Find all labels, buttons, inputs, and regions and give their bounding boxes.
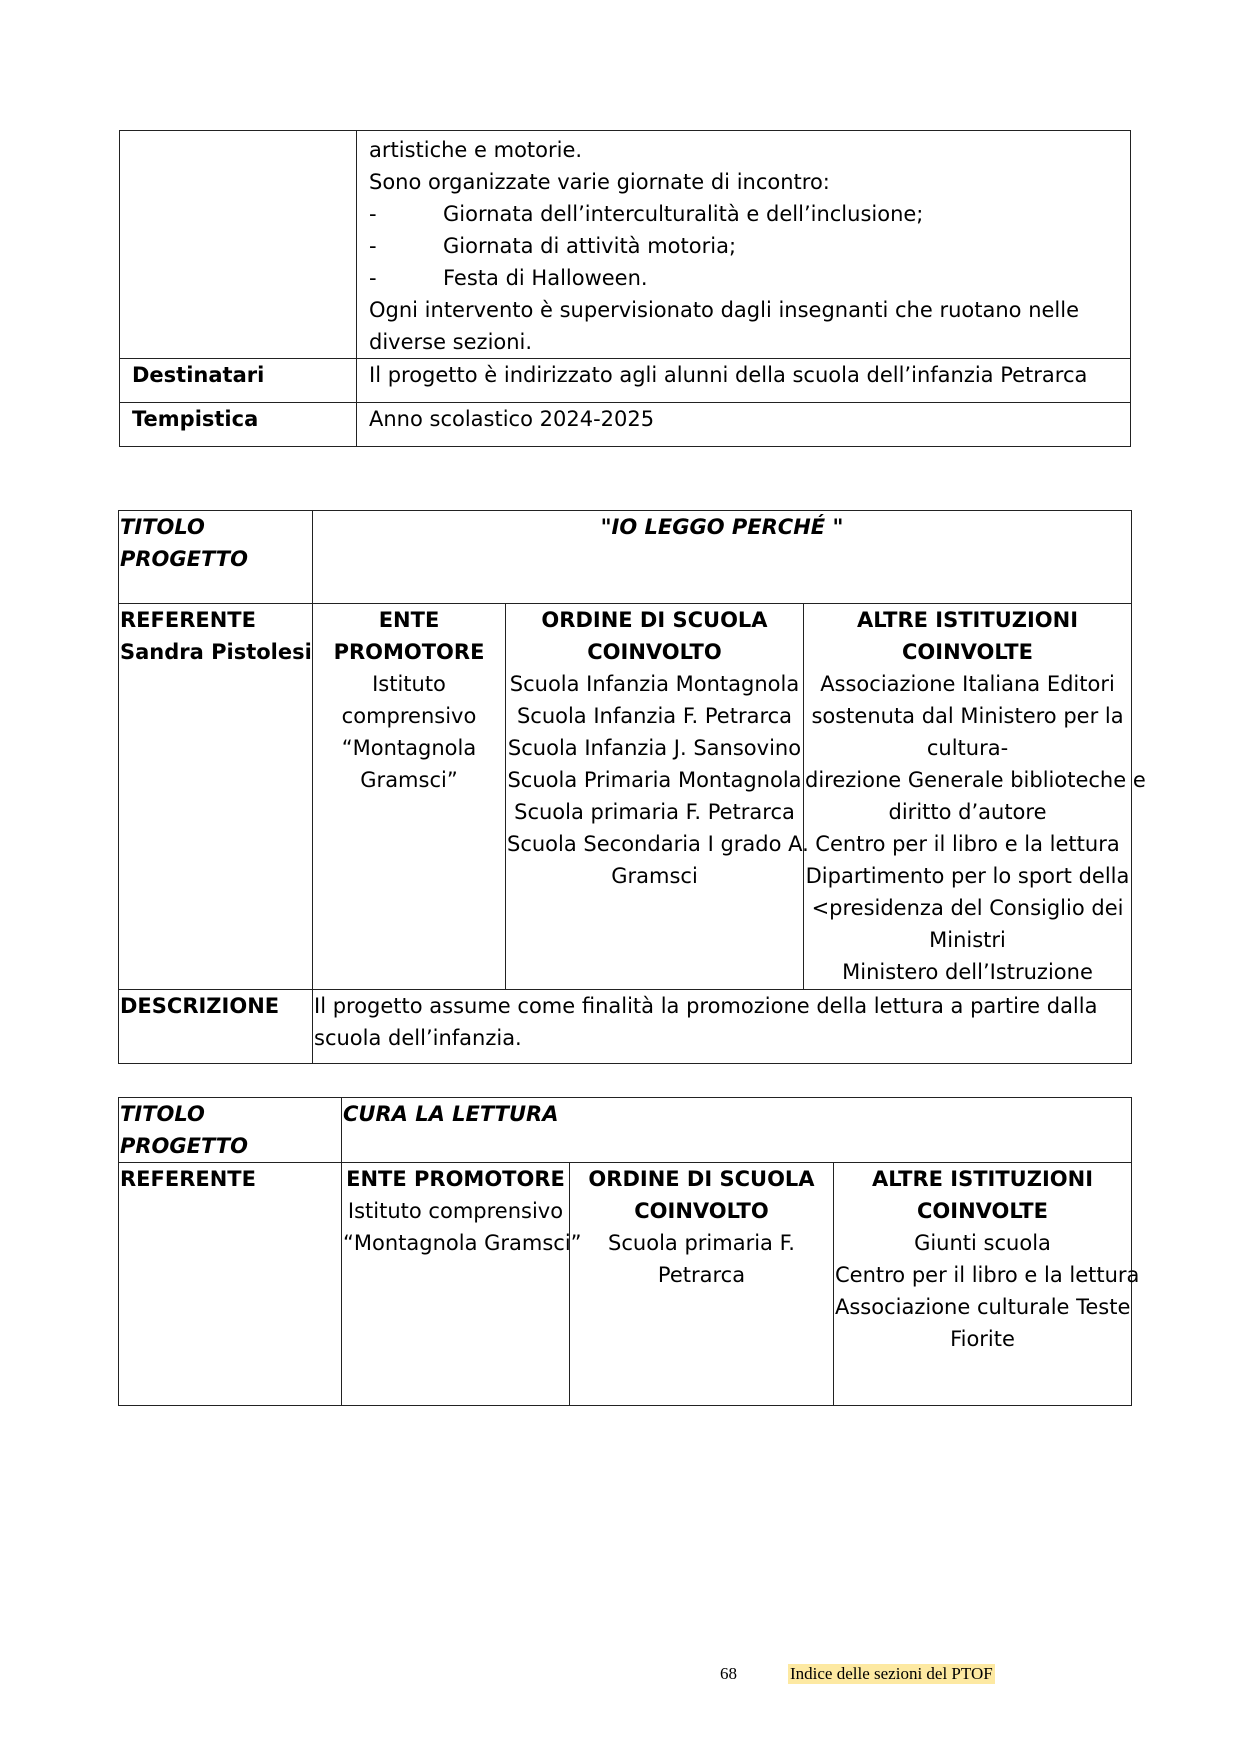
- project-title: "IO LEGGO PERCHÉ ": [313, 511, 1132, 604]
- list-item: - Festa di Halloween.: [369, 266, 648, 290]
- referente-cell: [119, 604, 313, 990]
- ordine-scuola-cell: ORDINE DI SCUOLA COINVOLTO Scuola primaria F. Petrarca: [570, 1163, 834, 1406]
- title-label: TITOLO PROGETTO: [119, 1098, 342, 1163]
- index-link[interactable]: Indice delle sezioni del PTOF: [790, 1664, 993, 1683]
- list-item: - Giornata di attività motoria;: [369, 234, 737, 258]
- descrizione-value: Il progetto assume come finalità la promozione della lettura a partire dalla scuola dell’infanzia.: [313, 990, 1132, 1064]
- tempistica-value: Anno scolastico 2024-2025: [357, 403, 1131, 447]
- description-line: diverse sezioni.: [369, 330, 533, 354]
- page-number: 68: [720, 1664, 737, 1683]
- description-line: Ogni intervento è supervisionato dagli insegnanti che ruotano nelle: [369, 298, 1080, 322]
- destinatari-value: Il progetto è indirizzato agli alunni della scuola dell’infanzia Petrarca: [357, 359, 1131, 403]
- project-table-io-leggo-perche: [118, 510, 1146, 1064]
- ordine-scuola-cell: ORDINE DI SCUOLA COINVOLTO Scuola Infanzia Montagnola Scuola Infanzia F. Petrarca Scuola Infanzia J. Sansovino Scuola Primaria Montagnola Scuola primaria F. Petrarca Scuola Secondaria I grado A. Gramsci: [506, 604, 804, 990]
- referente-name: Sandra Pistolesi: [120, 640, 312, 664]
- list-item: - Giornata dell’interculturalità e dell’inclusione;: [369, 202, 924, 226]
- tempistica-label: Tempistica: [120, 403, 357, 447]
- ente-promotore-cell: ENTE PROMOTORE Istituto comprensivo “Montagnola Gramsci”: [342, 1163, 570, 1406]
- altre-istituzioni-cell: ALTRE ISTITUZIONI COINVOLTE Associazione Italiana Editori sostenuta dal Ministero per la cultura- direzione Generale biblioteche e diritto d’autore Centro per il libro e la lettura Dipartimento per lo sport della <presidenza del Consiglio dei Ministri Ministero dell’Istruzione: [804, 604, 1132, 990]
- referente-label: REFERENTE: [120, 608, 256, 632]
- descrizione-label: DESCRIZIONE: [119, 990, 313, 1064]
- project-title: CURA LA LETTURA: [342, 1098, 1132, 1163]
- project-table-cura-la-lettura: [118, 1097, 1140, 1406]
- project-table-continued: [119, 130, 1131, 447]
- description-line: artistiche e motorie.: [369, 138, 583, 162]
- title-label: TITOLO PROGETTO: [119, 511, 313, 604]
- altre-istituzioni-cell: ALTRE ISTITUZIONI COINVOLTE Giunti scuola Centro per il libro e la lettura Associazione culturale Teste Fiorite: [834, 1163, 1132, 1406]
- empty-label-cell: [120, 131, 357, 359]
- activity-description-cell: [357, 131, 1131, 359]
- destinatari-label: Destinatari: [120, 359, 357, 403]
- referente-label: REFERENTE: [119, 1163, 342, 1406]
- description-line: Sono organizzate varie giornate di incontro:: [369, 170, 830, 194]
- ente-promotore-cell: ENTE PROMOTORE Istituto comprensivo “Montagnola Gramsci”: [313, 604, 506, 990]
- page-footer: [0, 1664, 1243, 1690]
